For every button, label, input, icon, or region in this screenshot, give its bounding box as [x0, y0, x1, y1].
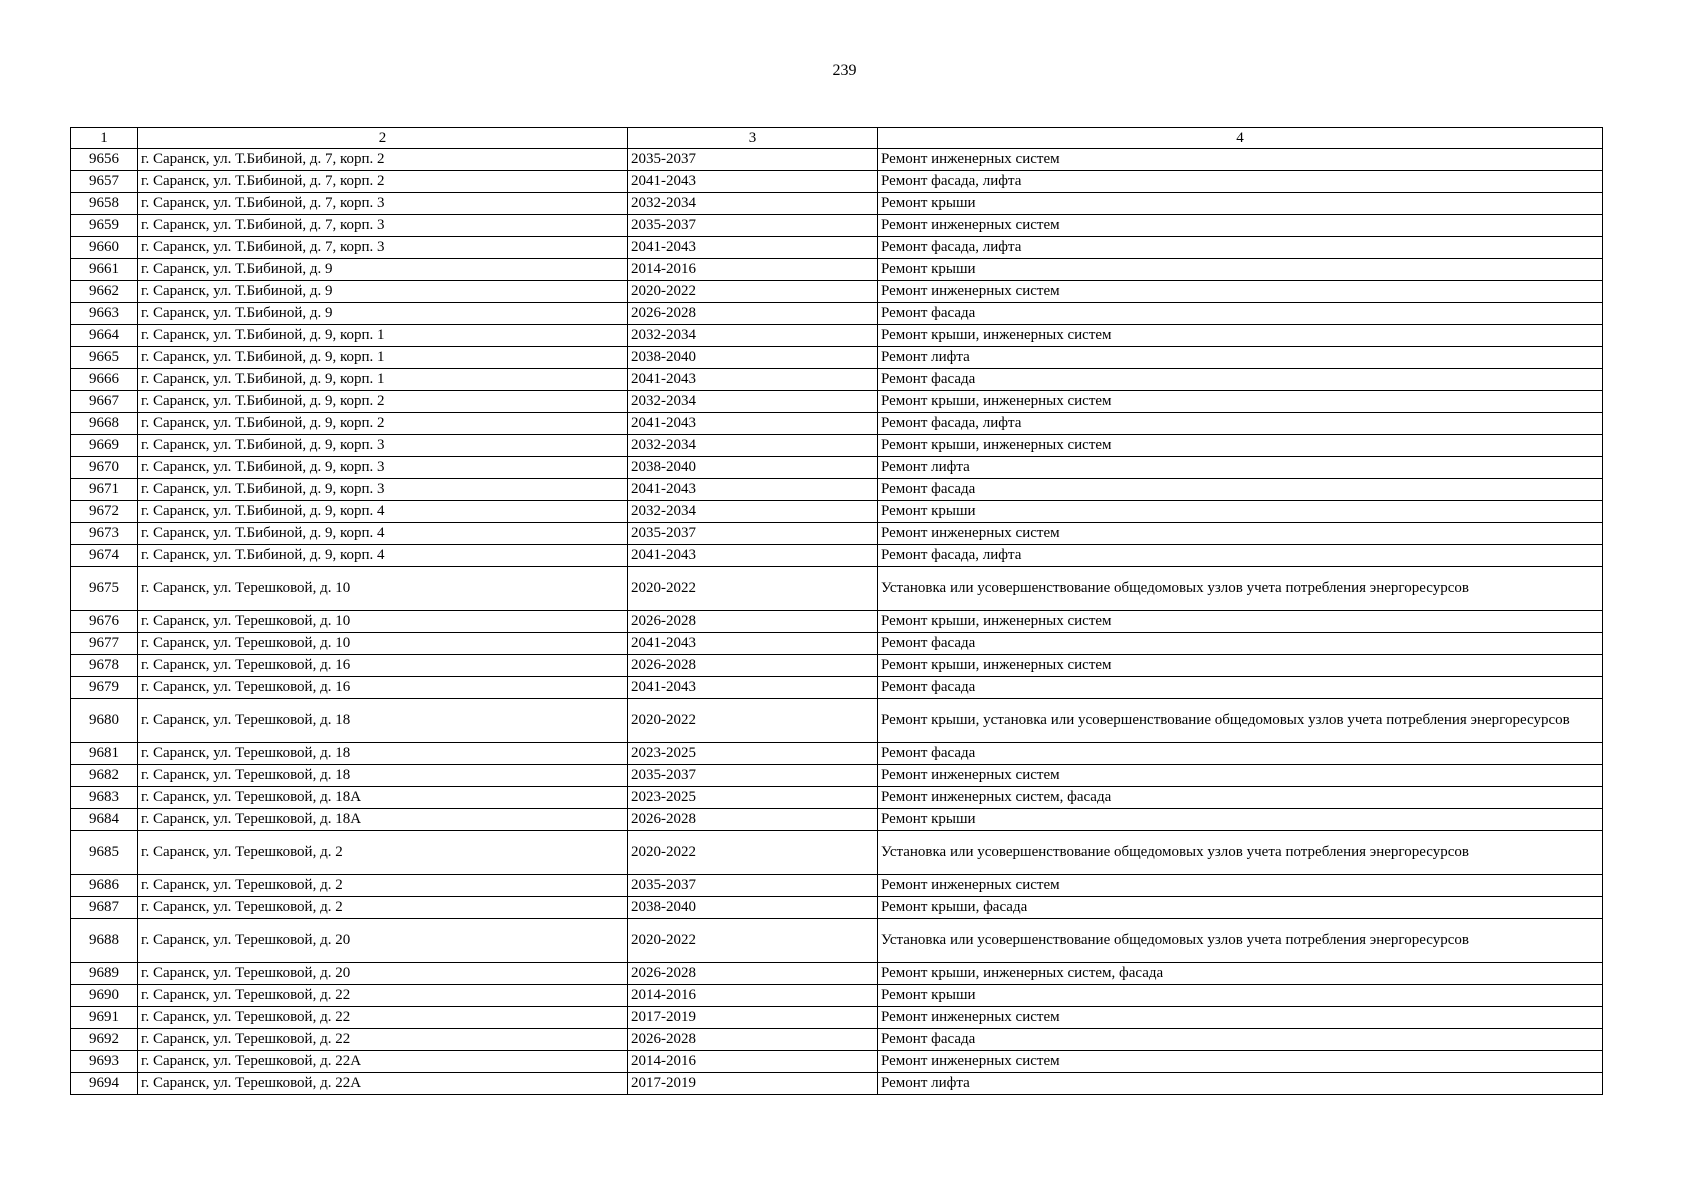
column-header-4: 4: [878, 128, 1603, 149]
row-address: г. Саранск, ул. Терешковой, д. 10: [138, 611, 628, 633]
row-number: 9660: [71, 237, 138, 259]
table-row: [71, 787, 1603, 809]
row-number: 9657: [71, 171, 138, 193]
row-period: 2035-2037: [628, 523, 878, 545]
row-work-type: Ремонт крыши, фасада: [878, 897, 1603, 919]
row-period: 2035-2037: [628, 875, 878, 897]
row-work-type: Ремонт крыши: [878, 259, 1603, 281]
row-period: 2020-2022: [628, 831, 878, 875]
row-period: 2020-2022: [628, 567, 878, 611]
table-row: [71, 435, 1603, 457]
row-number: 9682: [71, 765, 138, 787]
table-row: [71, 281, 1603, 303]
row-period: 2026-2028: [628, 809, 878, 831]
row-number: 9670: [71, 457, 138, 479]
table-row: [71, 1051, 1603, 1073]
row-work-type: Установка или усовершенствование общедомовых узлов учета потребления энергоресурсов: [878, 831, 1603, 875]
column-header-1: 1: [71, 128, 138, 149]
table-row: [71, 303, 1603, 325]
table-row: [71, 567, 1603, 611]
row-address: г. Саранск, ул. Т.Бибиной, д. 9, корп. 3: [138, 457, 628, 479]
table-row: [71, 919, 1603, 963]
row-period: 2032-2034: [628, 391, 878, 413]
table-row: [71, 611, 1603, 633]
table-row: [71, 347, 1603, 369]
row-number: 9683: [71, 787, 138, 809]
row-number: 9677: [71, 633, 138, 655]
row-number: 9692: [71, 1029, 138, 1051]
row-work-type: Ремонт крыши, инженерных систем: [878, 611, 1603, 633]
row-address: г. Саранск, ул. Терешковой, д. 18: [138, 743, 628, 765]
table-row: [71, 985, 1603, 1007]
row-period: 2026-2028: [628, 963, 878, 985]
row-period: 2041-2043: [628, 413, 878, 435]
row-period: 2035-2037: [628, 765, 878, 787]
row-number: 9678: [71, 655, 138, 677]
table-body: [71, 149, 1603, 1095]
row-period: 2032-2034: [628, 435, 878, 457]
table-row: [71, 545, 1603, 567]
table-row: [71, 897, 1603, 919]
table-row: [71, 633, 1603, 655]
row-period: 2041-2043: [628, 369, 878, 391]
table-row: [71, 149, 1603, 171]
row-period: 2020-2022: [628, 699, 878, 743]
table-row: [71, 699, 1603, 743]
row-address: г. Саранск, ул. Терешковой, д. 18А: [138, 809, 628, 831]
row-address: г. Саранск, ул. Терешковой, д. 22: [138, 985, 628, 1007]
row-work-type: Ремонт лифта: [878, 457, 1603, 479]
row-number: 9689: [71, 963, 138, 985]
row-address: г. Саранск, ул. Терешковой, д. 10: [138, 567, 628, 611]
row-address: г. Саранск, ул. Т.Бибиной, д. 9: [138, 259, 628, 281]
row-address: г. Саранск, ул. Т.Бибиной, д. 9, корп. 3: [138, 435, 628, 457]
row-period: 2026-2028: [628, 611, 878, 633]
row-address: г. Саранск, ул. Терешковой, д. 10: [138, 633, 628, 655]
row-number: 9681: [71, 743, 138, 765]
table-row: [71, 677, 1603, 699]
row-number: 9691: [71, 1007, 138, 1029]
row-work-type: Ремонт инженерных систем: [878, 523, 1603, 545]
row-address: г. Саранск, ул. Терешковой, д. 22А: [138, 1051, 628, 1073]
table-row: [71, 809, 1603, 831]
table-row: [71, 523, 1603, 545]
row-address: г. Саранск, ул. Терешковой, д. 18А: [138, 787, 628, 809]
row-work-type: Ремонт крыши, инженерных систем: [878, 325, 1603, 347]
table-row: [71, 743, 1603, 765]
row-work-type: Ремонт инженерных систем: [878, 215, 1603, 237]
row-work-type: Ремонт фасада: [878, 743, 1603, 765]
row-number: 9676: [71, 611, 138, 633]
row-number: 9687: [71, 897, 138, 919]
table-row: [71, 501, 1603, 523]
row-work-type: Ремонт крыши: [878, 193, 1603, 215]
row-address: г. Саранск, ул. Терешковой, д. 18: [138, 699, 628, 743]
table-row: [71, 963, 1603, 985]
row-address: г. Саранск, ул. Т.Бибиной, д. 9, корп. 2: [138, 413, 628, 435]
row-period: 2023-2025: [628, 743, 878, 765]
table-row: [71, 765, 1603, 787]
table-row: [71, 457, 1603, 479]
row-work-type: Ремонт крыши, установка или усовершенствование общедомовых узлов учета потребления энергоресурсов: [878, 699, 1603, 743]
table-row: [71, 479, 1603, 501]
row-number: 9694: [71, 1073, 138, 1095]
row-number: 9664: [71, 325, 138, 347]
row-work-type: Ремонт крыши, инженерных систем: [878, 655, 1603, 677]
row-number: 9686: [71, 875, 138, 897]
row-period: 2041-2043: [628, 677, 878, 699]
row-address: г. Саранск, ул. Т.Бибиной, д. 9, корп. 4: [138, 501, 628, 523]
row-number: 9693: [71, 1051, 138, 1073]
row-work-type: Ремонт фасада, лифта: [878, 171, 1603, 193]
row-period: 2014-2016: [628, 985, 878, 1007]
row-work-type: Ремонт фасада: [878, 633, 1603, 655]
row-address: г. Саранск, ул. Терешковой, д. 18: [138, 765, 628, 787]
row-address: г. Саранск, ул. Т.Бибиной, д. 9: [138, 303, 628, 325]
table-row: [71, 259, 1603, 281]
table-row: [71, 831, 1603, 875]
row-address: г. Саранск, ул. Терешковой, д. 22А: [138, 1073, 628, 1095]
table-row: [71, 237, 1603, 259]
row-work-type: Ремонт крыши, инженерных систем, фасада: [878, 963, 1603, 985]
row-period: 2041-2043: [628, 171, 878, 193]
row-work-type: Ремонт инженерных систем: [878, 765, 1603, 787]
row-address: г. Саранск, ул. Терешковой, д. 2: [138, 897, 628, 919]
row-number: 9663: [71, 303, 138, 325]
row-address: г. Саранск, ул. Терешковой, д. 2: [138, 831, 628, 875]
row-address: г. Саранск, ул. Терешковой, д. 20: [138, 919, 628, 963]
row-number: 9680: [71, 699, 138, 743]
row-address: г. Саранск, ул. Т.Бибиной, д. 9, корп. 4: [138, 523, 628, 545]
row-work-type: Ремонт крыши: [878, 985, 1603, 1007]
row-period: 2038-2040: [628, 897, 878, 919]
row-number: 9690: [71, 985, 138, 1007]
row-work-type: Установка или усовершенствование общедомовых узлов учета потребления энергоресурсов: [878, 919, 1603, 963]
row-period: 2032-2034: [628, 325, 878, 347]
row-period: 2035-2037: [628, 149, 878, 171]
column-header-2: 2: [138, 128, 628, 149]
row-address: г. Саранск, ул. Терешковой, д. 16: [138, 677, 628, 699]
table-header: [71, 128, 1603, 149]
row-period: 2038-2040: [628, 457, 878, 479]
row-period: 2032-2034: [628, 501, 878, 523]
row-address: г. Саранск, ул. Т.Бибиной, д. 9, корп. 1: [138, 369, 628, 391]
repair-schedule-table: [70, 127, 1603, 1095]
row-period: 2017-2019: [628, 1073, 878, 1095]
row-number: 9658: [71, 193, 138, 215]
row-period: 2035-2037: [628, 215, 878, 237]
table-row: [71, 369, 1603, 391]
row-work-type: Ремонт инженерных систем: [878, 1051, 1603, 1073]
table-row: [71, 655, 1603, 677]
row-address: г. Саранск, ул. Т.Бибиной, д. 9, корп. 1: [138, 347, 628, 369]
row-work-type: Ремонт фасада, лифта: [878, 237, 1603, 259]
row-number: 9684: [71, 809, 138, 831]
row-number: 9675: [71, 567, 138, 611]
row-work-type: Ремонт крыши, инженерных систем: [878, 435, 1603, 457]
row-period: 2023-2025: [628, 787, 878, 809]
row-number: 9666: [71, 369, 138, 391]
row-number: 9672: [71, 501, 138, 523]
row-address: г. Саранск, ул. Т.Бибиной, д. 9: [138, 281, 628, 303]
table-row: [71, 171, 1603, 193]
row-work-type: Ремонт инженерных систем, фасада: [878, 787, 1603, 809]
row-number: 9659: [71, 215, 138, 237]
row-address: г. Саранск, ул. Т.Бибиной, д. 9, корп. 2: [138, 391, 628, 413]
row-address: г. Саранск, ул. Терешковой, д. 16: [138, 655, 628, 677]
row-number: 9688: [71, 919, 138, 963]
column-header-3: 3: [628, 128, 878, 149]
row-work-type: Ремонт фасада, лифта: [878, 413, 1603, 435]
row-number: 9662: [71, 281, 138, 303]
row-period: 2014-2016: [628, 259, 878, 281]
row-work-type: Ремонт лифта: [878, 1073, 1603, 1095]
row-address: г. Саранск, ул. Т.Бибиной, д. 9, корп. 3: [138, 479, 628, 501]
row-address: г. Саранск, ул. Терешковой, д. 22: [138, 1007, 628, 1029]
row-number: 9667: [71, 391, 138, 413]
row-work-type: Ремонт лифта: [878, 347, 1603, 369]
row-work-type: Ремонт крыши: [878, 501, 1603, 523]
row-address: г. Саранск, ул. Терешковой, д. 20: [138, 963, 628, 985]
row-work-type: Ремонт фасада: [878, 303, 1603, 325]
row-work-type: Ремонт инженерных систем: [878, 1007, 1603, 1029]
row-period: 2026-2028: [628, 655, 878, 677]
row-period: 2041-2043: [628, 479, 878, 501]
row-work-type: Ремонт инженерных систем: [878, 149, 1603, 171]
row-number: 9679: [71, 677, 138, 699]
row-period: 2032-2034: [628, 193, 878, 215]
table-row: [71, 875, 1603, 897]
header-row: [71, 128, 1603, 149]
row-work-type: Ремонт фасада, лифта: [878, 545, 1603, 567]
row-period: 2020-2022: [628, 919, 878, 963]
row-period: 2041-2043: [628, 237, 878, 259]
row-address: г. Саранск, ул. Т.Бибиной, д. 7, корп. 3: [138, 193, 628, 215]
row-address: г. Саранск, ул. Т.Бибиной, д. 7, корп. 3: [138, 215, 628, 237]
row-period: 2026-2028: [628, 303, 878, 325]
row-period: 2038-2040: [628, 347, 878, 369]
row-address: г. Саранск, ул. Т.Бибиной, д. 7, корп. 2: [138, 149, 628, 171]
row-number: 9668: [71, 413, 138, 435]
row-period: 2017-2019: [628, 1007, 878, 1029]
page-number: 239: [832, 62, 857, 79]
row-work-type: Установка или усовершенствование общедомовых узлов учета потребления энергоресурсов: [878, 567, 1603, 611]
row-number: 9661: [71, 259, 138, 281]
row-address: г. Саранск, ул. Т.Бибиной, д. 9, корп. 4: [138, 545, 628, 567]
table-row: [71, 413, 1603, 435]
row-address: г. Саранск, ул. Терешковой, д. 22: [138, 1029, 628, 1051]
row-period: 2041-2043: [628, 633, 878, 655]
row-period: 2014-2016: [628, 1051, 878, 1073]
table-row: [71, 1007, 1603, 1029]
row-work-type: Ремонт фасада: [878, 369, 1603, 391]
row-period: 2020-2022: [628, 281, 878, 303]
row-work-type: Ремонт инженерных систем: [878, 875, 1603, 897]
row-period: 2041-2043: [628, 545, 878, 567]
table-row: [71, 1029, 1603, 1051]
row-address: г. Саранск, ул. Т.Бибиной, д. 9, корп. 1: [138, 325, 628, 347]
row-address: г. Саранск, ул. Терешковой, д. 2: [138, 875, 628, 897]
table-row: [71, 325, 1603, 347]
table-row: [71, 1073, 1603, 1095]
row-number: 9656: [71, 149, 138, 171]
row-period: 2026-2028: [628, 1029, 878, 1051]
table-row: [71, 193, 1603, 215]
row-work-type: Ремонт инженерных систем: [878, 281, 1603, 303]
row-number: 9674: [71, 545, 138, 567]
row-work-type: Ремонт фасада: [878, 1029, 1603, 1051]
row-number: 9669: [71, 435, 138, 457]
row-work-type: Ремонт фасада: [878, 479, 1603, 501]
row-work-type: Ремонт крыши: [878, 809, 1603, 831]
row-address: г. Саранск, ул. Т.Бибиной, д. 7, корп. 2: [138, 171, 628, 193]
row-address: г. Саранск, ул. Т.Бибиной, д. 7, корп. 3: [138, 237, 628, 259]
row-work-type: Ремонт крыши, инженерных систем: [878, 391, 1603, 413]
row-number: 9665: [71, 347, 138, 369]
row-number: 9685: [71, 831, 138, 875]
row-work-type: Ремонт фасада: [878, 677, 1603, 699]
table-row: [71, 391, 1603, 413]
row-number: 9673: [71, 523, 138, 545]
row-number: 9671: [71, 479, 138, 501]
table-row: [71, 215, 1603, 237]
